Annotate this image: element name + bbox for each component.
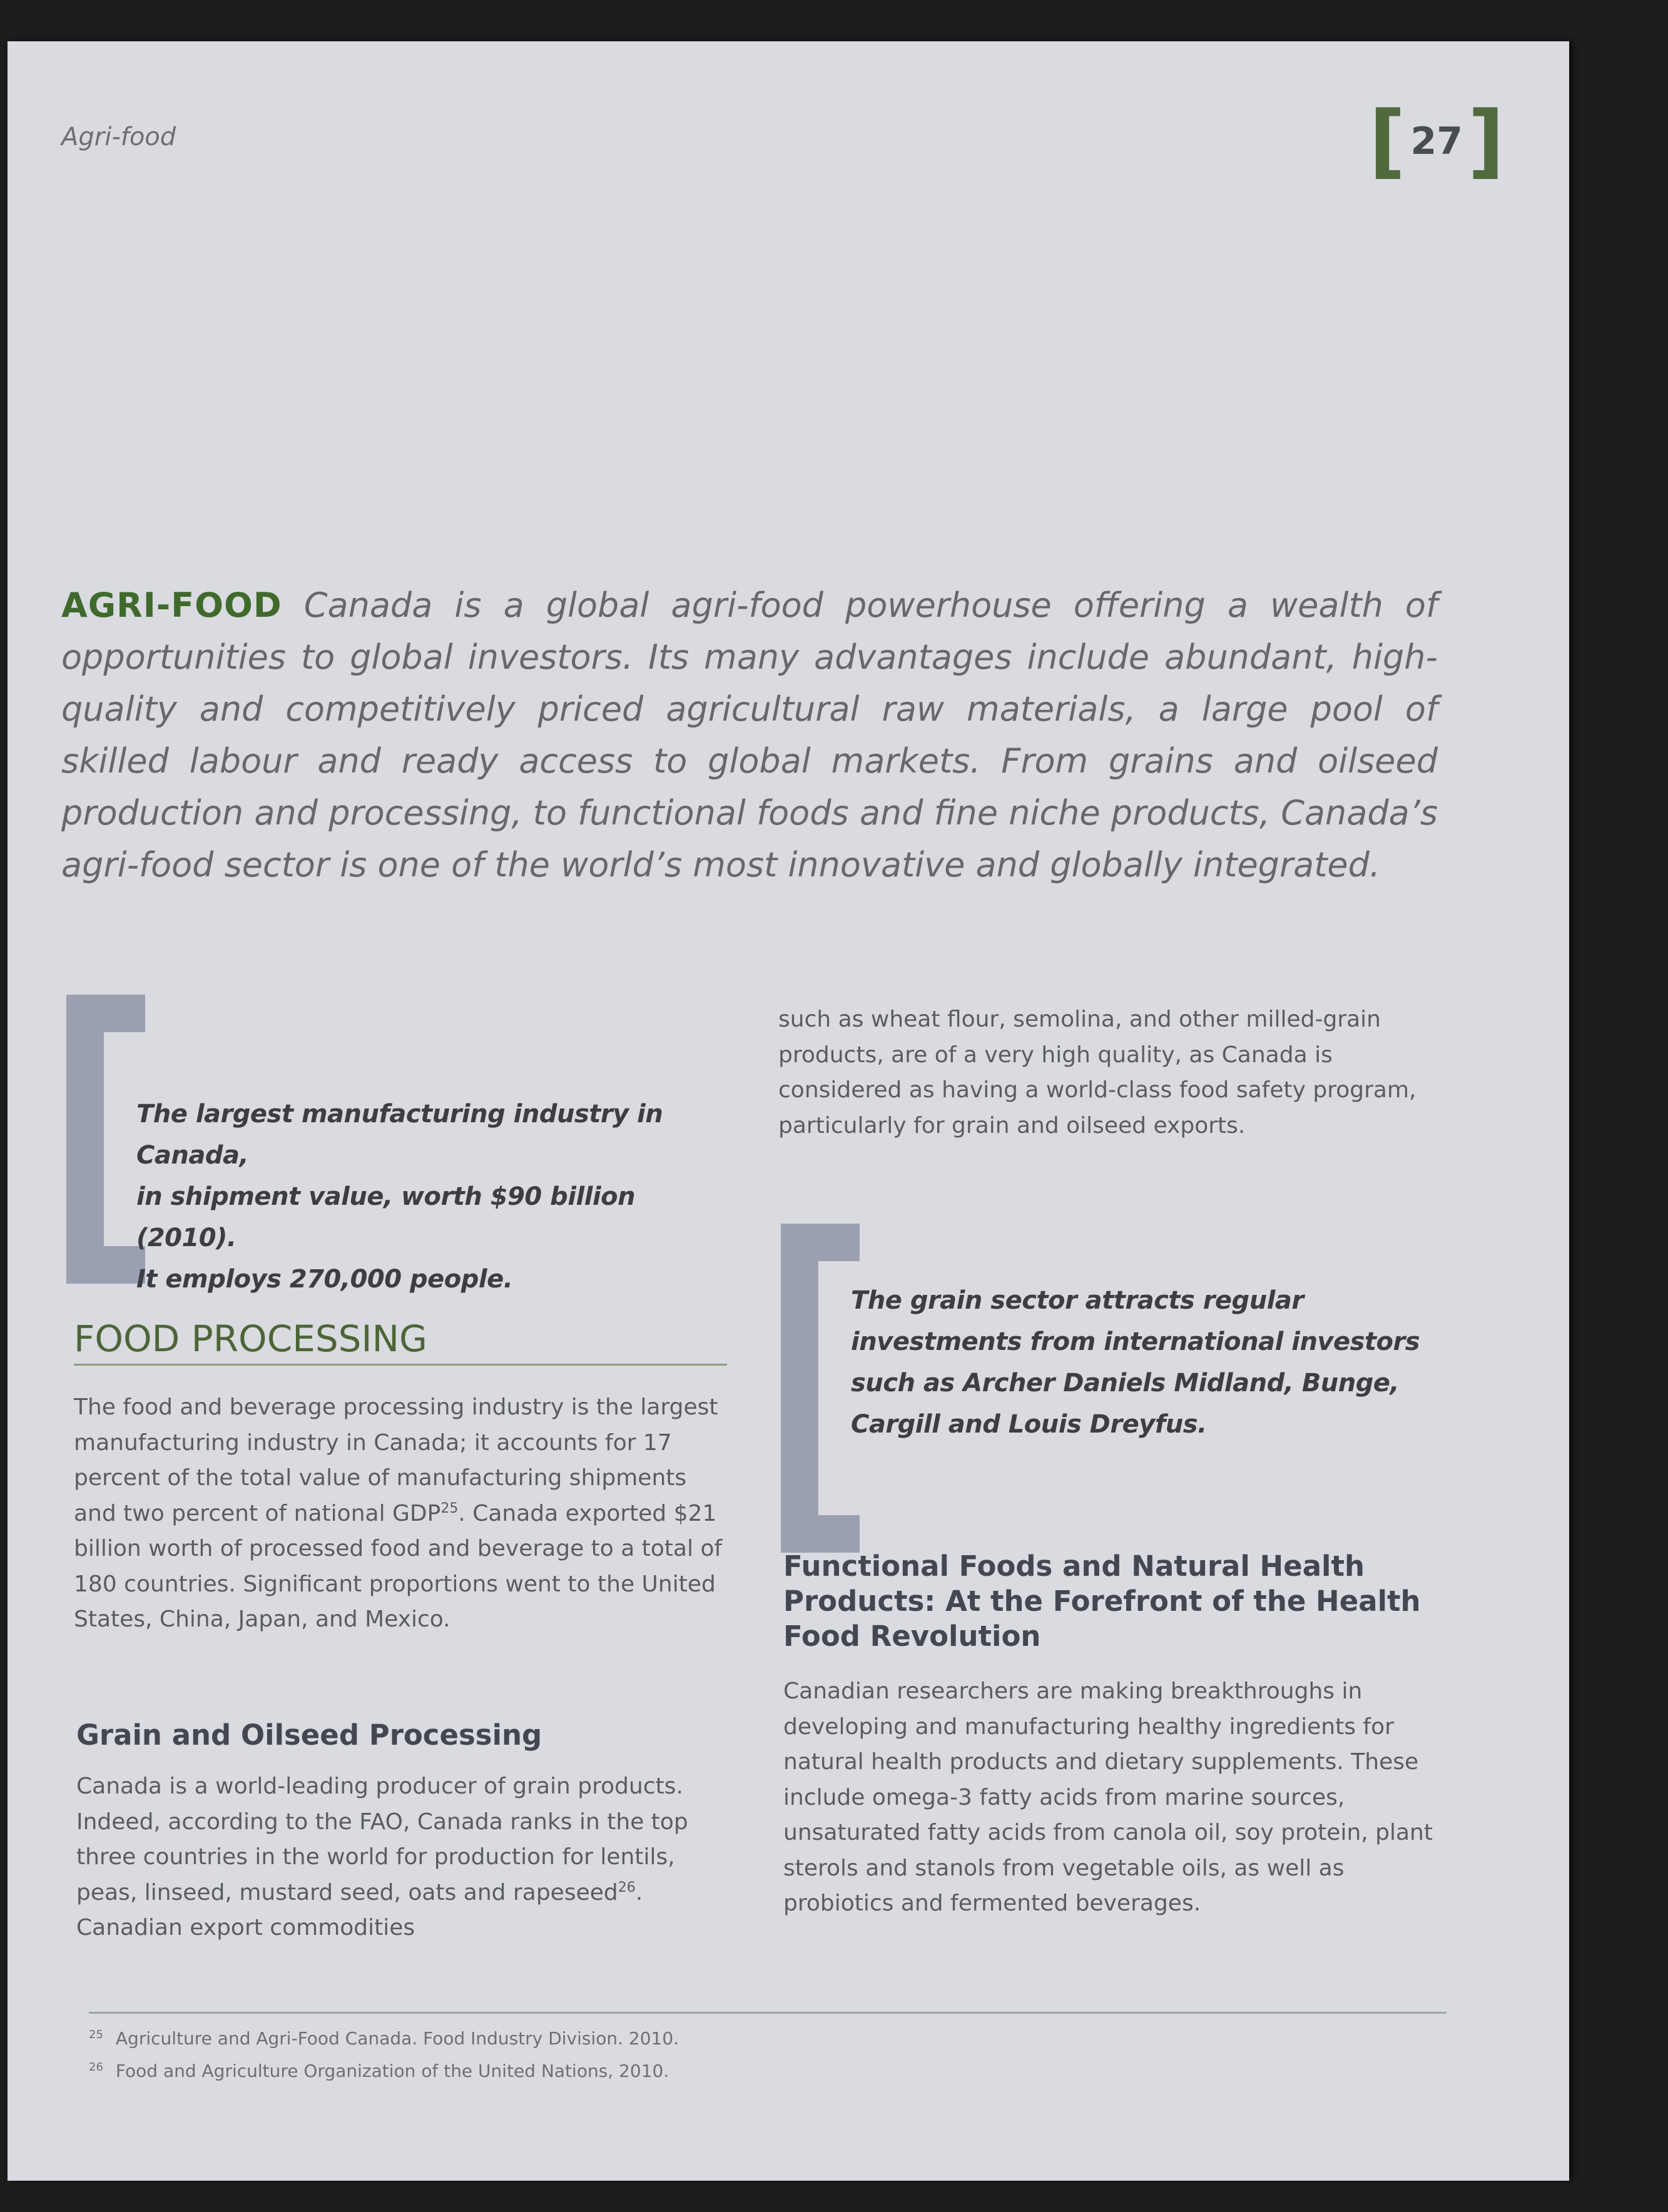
functional-foods-paragraph: Canadian researchers are making breakthroughs in developing and manufacturing healthy ingredients for natural health products and dietary supplements. These include omega-3 fatty acids from marine sources, unsaturated fatty acids from canola oil, soy protein, plant sterols and stanols from vegetable oils, as well as probiotics and fermented beverages. bbox=[783, 1678, 1433, 1916]
section-title-food-processing: FOOD PROCESSING bbox=[74, 1317, 727, 1366]
bracket-decoration-bottom bbox=[781, 1515, 860, 1553]
pull-quote-text bbox=[851, 1280, 1426, 1445]
footnote-text: Agriculture and Agri-Food Canada. Food Industry Division. 2010. bbox=[115, 2028, 679, 2049]
right-bracket-icon: ] bbox=[1468, 94, 1505, 188]
page-number: 27 bbox=[1410, 119, 1463, 163]
intro-lead: AGRI-FOOD bbox=[61, 586, 282, 625]
footnote-ref: 26 bbox=[618, 1879, 636, 1895]
pull-quote-line: investments from international investors bbox=[851, 1327, 1420, 1356]
subhead-grain: Grain and Oilseed Processing bbox=[76, 1718, 542, 1752]
paragraph-text: Canada is a world-leading producer of grain products. Indeed, according to the FAO, Canada ranks in the top three countries in the world for production for lentils, peas, linseed, mustard seed, oats and rapeseed bbox=[76, 1773, 688, 1905]
bracket-decoration-bottom bbox=[66, 1246, 145, 1284]
grain-paragraph bbox=[76, 1769, 730, 1946]
left-bracket-icon: [ bbox=[1369, 94, 1406, 188]
page-number-box bbox=[1369, 94, 1505, 188]
pull-quote-line: Cargill and Louis Dreyfus. bbox=[851, 1410, 1207, 1439]
subhead-functional-foods: Functional Foods and Natural Health Products: At the Forefront of the Health Food Revolution bbox=[783, 1550, 1421, 1653]
bracket-decoration bbox=[781, 1224, 818, 1553]
pull-quote-grain-investors bbox=[781, 1224, 1432, 1553]
paragraph-text: The food and beverage processing industry is the largest manufacturing industry in Canada; it accounts for 17 percent of the total value of manufacturing shipments and two percent of national GDP bbox=[74, 1394, 718, 1526]
paragraph-text: . Canadian export commodities bbox=[76, 1879, 643, 1941]
footnote-divider bbox=[89, 2012, 1447, 2014]
bracket-decoration bbox=[66, 995, 104, 1284]
footnote-text: Food and Agriculture Organization of the United Nations, 2010. bbox=[115, 2061, 669, 2081]
pull-quote-line: The grain sector attracts regular bbox=[851, 1286, 1304, 1315]
food-processing-paragraph bbox=[74, 1390, 727, 1638]
intro-text: Canada is a global agri-food powerhouse offering a wealth of opportunities to global investors. Its many advantages include abundant, high-quality and competitively priced agricultural raw materials, a large pool of skilled labour and ready access to global markets. From grains and oilseed production and processing, to functional foods and fine niche products, Canada’s agri-food sector is one of the world’s most innovative and globally integrated. bbox=[61, 586, 1438, 885]
running-head: Agri-food bbox=[61, 123, 176, 151]
pull-quote-line: It employs 270,000 people. bbox=[136, 1265, 513, 1294]
bracket-decoration-top bbox=[781, 1224, 860, 1261]
paragraph-text: . Canada exported $21 billion worth of processed food and beverage to a total of 180 countries. Significant proportions went to the United States, China, Japan, and Mexico. bbox=[74, 1500, 723, 1632]
grain-continuation-paragraph: such as wheat flour, semolina, and other milled-grain products, are of a very high quality, as Canada is considered as having a world-class food safety program, particularly for grain and oilseed exports. bbox=[778, 1007, 1416, 1139]
pull-quote-text bbox=[136, 1093, 687, 1300]
footnote-mark: 26 bbox=[89, 2061, 103, 2074]
footnote-mark: 25 bbox=[89, 2028, 103, 2041]
page bbox=[8, 41, 1569, 2181]
footnote-26 bbox=[89, 2061, 669, 2081]
intro-paragraph bbox=[61, 579, 1438, 891]
pull-quote-line: The largest manufacturing industry in Canada, bbox=[136, 1100, 663, 1170]
pull-quote-line: in shipment value, worth $90 billion (2010). bbox=[136, 1182, 636, 1252]
pull-quote-line: such as Archer Daniels Midland, Bunge, bbox=[851, 1369, 1400, 1398]
pull-quote-manufacturing bbox=[66, 995, 692, 1294]
footnote-ref: 25 bbox=[440, 1500, 459, 1516]
footnote-25 bbox=[89, 2028, 679, 2049]
bracket-decoration-top bbox=[66, 995, 145, 1032]
